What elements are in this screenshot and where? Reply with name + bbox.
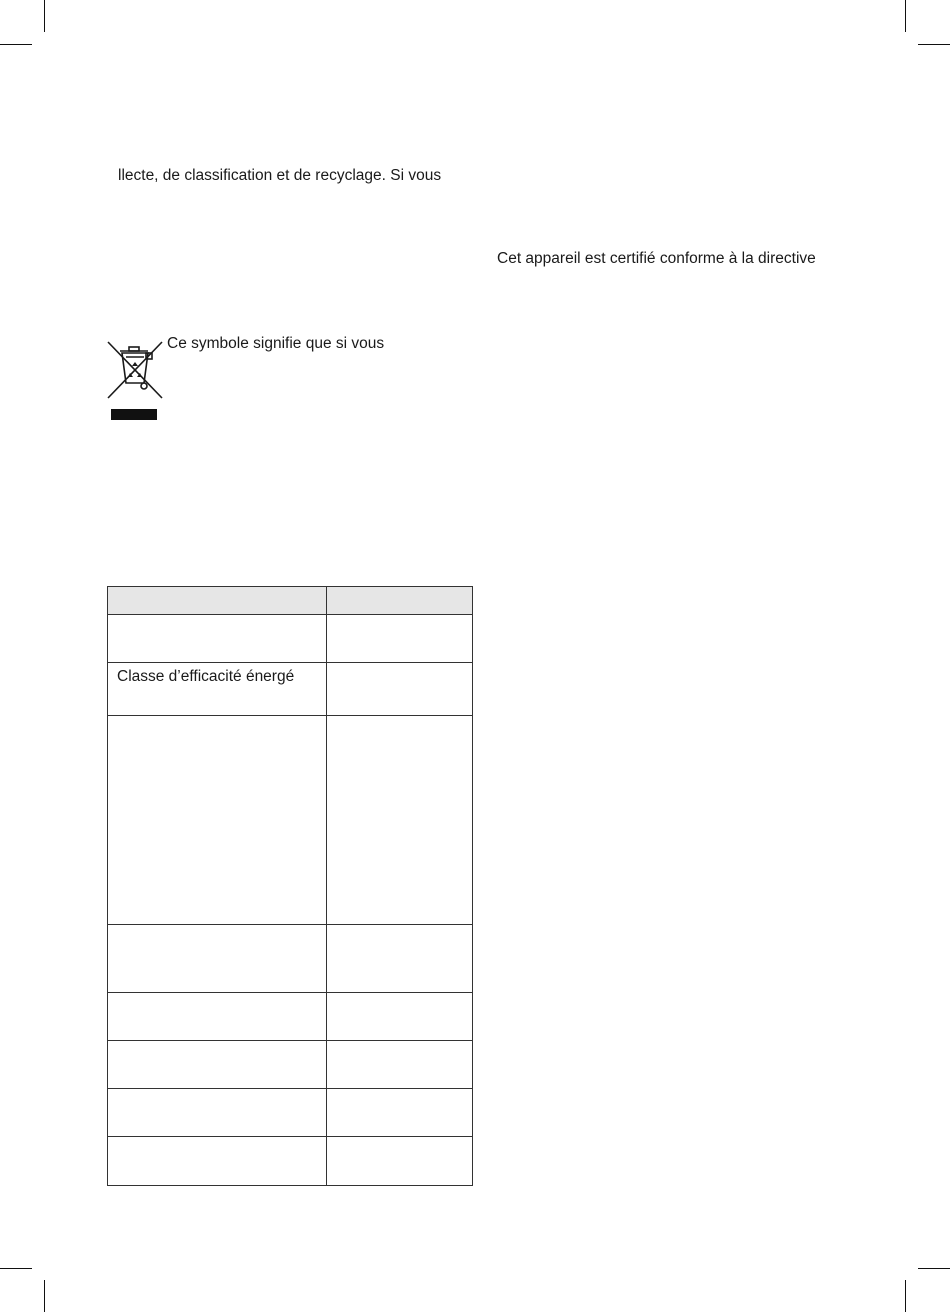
crop-mark-bottom-right-horizontal <box>918 1268 950 1269</box>
crop-mark-top-right-vertical <box>905 0 906 32</box>
table-header-row <box>108 587 473 615</box>
table-row <box>108 993 473 1041</box>
table-row <box>108 615 473 663</box>
table-row <box>108 925 473 993</box>
table-cell <box>108 993 327 1041</box>
table-cell <box>108 615 327 663</box>
table-cell <box>327 1137 473 1186</box>
table-cell <box>327 1041 473 1089</box>
weee-bin-icon <box>106 340 164 422</box>
crop-mark-top-left-vertical <box>44 0 45 32</box>
table-row <box>108 716 473 925</box>
symbol-text-line: Ce symbole signifie que si vous <box>167 335 385 352</box>
table-cell <box>327 993 473 1041</box>
table-cell <box>327 615 473 663</box>
crop-mark-top-right-horizontal <box>918 44 950 45</box>
table-cell <box>108 1089 327 1137</box>
table-cell <box>108 716 327 925</box>
crop-mark-bottom-left-horizontal <box>0 1268 32 1269</box>
table-row <box>108 1041 473 1089</box>
recycling-text-line: llecte, de classification et de recyclage. Si vous <box>118 167 442 184</box>
table-header-cell <box>108 587 327 615</box>
table-header-cell <box>327 587 473 615</box>
table-cell <box>108 1137 327 1186</box>
crop-mark-bottom-left-vertical <box>44 1280 45 1312</box>
table-cell <box>108 925 327 993</box>
specification-table <box>107 586 473 1186</box>
crop-mark-bottom-right-vertical <box>905 1280 906 1312</box>
table-row <box>108 663 473 716</box>
table-cell <box>327 663 473 716</box>
table-cell <box>327 1089 473 1137</box>
energy-class-label: Classe d’efficacité énergé <box>108 663 327 716</box>
table-cell <box>327 716 473 925</box>
table-row <box>108 1089 473 1137</box>
table-cell <box>108 1041 327 1089</box>
crop-mark-top-left-horizontal <box>0 44 32 45</box>
table-cell <box>327 925 473 993</box>
directive-text-line: Cet appareil est certifié conforme à la directive <box>497 250 816 267</box>
table-row <box>108 1137 473 1186</box>
